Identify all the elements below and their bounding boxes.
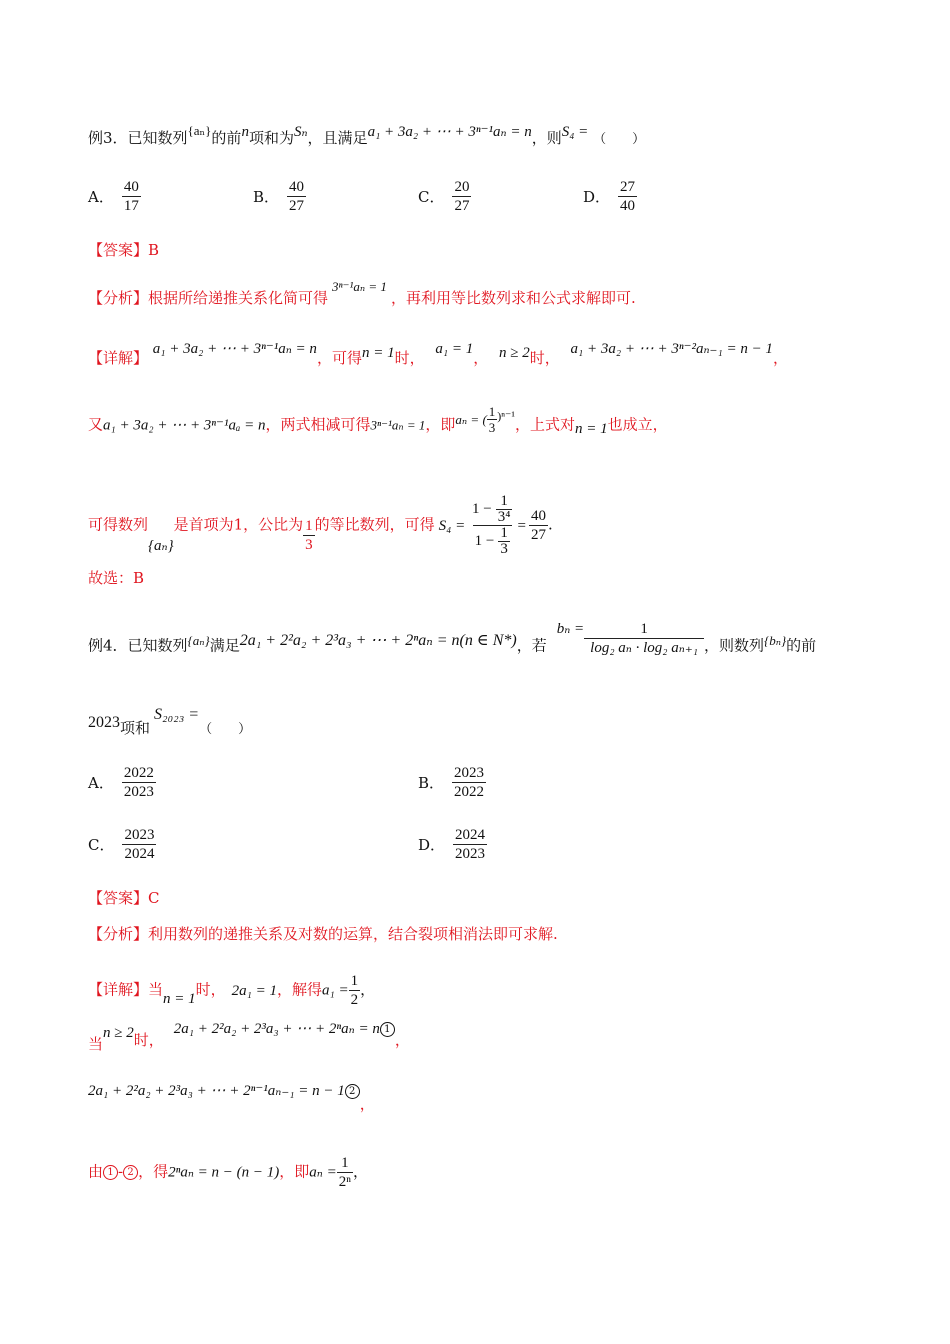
ex4-d3-formula: 2a₁ + 2²a₂ + 2³a₃ + ⋯ + 2ⁿ⁻¹aₙ₋₁ = n − 1 [88,1083,345,1099]
ex3-sum-text: 项和为 [248,129,294,147]
ex4-analysis: 【分析】利用数列的递推关系及对数的运算，结合裂项相消法即可求解. [88,925,558,943]
circled-2: 2 [345,1084,360,1099]
ex3-option-a[interactable]: A． $\frac{40}{17}$ [88,179,139,214]
ex3-cond-text: ，且满足 [307,129,368,147]
ex4-detail-line1: 【详解】当n = 1时， 2a₁ = 1，解得a₁ = $\frac{1}{2}$ ， [88,973,376,1008]
ex3-cond-formula: a₁ + 3a₂ + ⋯ + 3ⁿ⁻¹aₙ = n [367,124,532,140]
ex3-option-d[interactable]: D． $\frac{27}{40}$ [583,179,636,214]
ex4-detail-line2: 当n ≥ 2时，2a₁ + 2²a₂ + 2³a₃ + ⋯ + 2ⁿaₙ = n 1， [88,1021,410,1053]
ex3-d1-formula1: a₁ + 3a₂ + ⋯ + 3ⁿ⁻¹aₙ = n [152,341,317,357]
ex3-front: 的前 [211,129,242,147]
ex3-then: ，则 [531,129,562,147]
ex4-question: 例4．已知数列{aₙ}满足2a₁ + 2²a₂ + 2³a₃ + ⋯ + 2ⁿaₙ = n(n ∈ N*)，若bₙ = $\frac{1}{\text{log₂ aₙ · log₂ aₙ₊₁}}$ ，则数列{bₙ}的前 [88,620,817,656]
ex3-Sn: Sₙ [293,124,308,140]
ex3-detail-line2: 又a₁ + 3a₂ + ⋯ + 3ⁿ⁻¹aₐ = n，两式相减可得3ⁿ⁻¹aₙ = 1，即aₙ = ( $\frac{1}{3}$ $^{)^{n-1}}$，上式对n = 1也成立， [88,404,668,437]
circled-1: 1 [103,1165,118,1180]
ex3-analysis-formula: 3ⁿ⁻¹aₙ = 1 [332,279,387,294]
circled-2: 2 [123,1165,138,1180]
ex3-option-b[interactable]: B． $\frac{40}{27}$ [253,179,305,214]
ex4-prefix: 例4．已知数列 [88,636,188,655]
ex4-option-a[interactable]: A． $\frac{2022}{2023}$ [88,765,154,800]
ex3-seq: {aₙ} [187,123,212,138]
ex3-d2-formula1: a₁ + 3a₂ + ⋯ + 3ⁿ⁻¹aₐ = n [103,417,266,434]
ex3-S4: S₄ = [561,124,589,140]
ex4-option-c[interactable]: C． $\frac{2023}{2024}$ [88,827,155,862]
ex3-prefix: 例3．已知数列 [88,129,188,147]
ex4-detail-line4: 由 1 - 2 ，得2ⁿaₙ = n − (n − 1)，即aₙ = $\frac{1}{\text{2ⁿ}}$ ， [88,1155,368,1190]
ex3-option-c[interactable]: C． $\frac{20}{27}$ [418,179,470,214]
ex3-d1-formula5: a₁ + 3a₂ + ⋯ + 3ⁿ⁻²aₙ₋₁ = n − 1 [570,341,773,357]
ex3-analysis: 【分析】根据所给递推关系化简可得3ⁿ⁻¹aₙ = 1，再利用等比数列求和公式求解即可. [88,279,636,307]
ex4-option-d[interactable]: D． $\frac{2024}{2023}$ [418,827,486,862]
ex3-n: n [241,124,249,140]
ex3-detail-line3: 可得数列{aₙ}是首项为1，公比为 $\frac{1}{3}$ 的等比数列，可得 S₄ = 1 − $\frac{1}{\text{3⁴}}$ 1 − $\frac{1}{3}$ = $\frac{40}{27}$ . [88,493,553,557]
ex4-answer: 【答案】C [88,889,160,907]
ex3-question [88,123,646,150]
ex4-detail-line3: 2a₁ + 2²a₂ + 2³a₃ + ⋯ + 2ⁿ⁻¹aₙ₋₁ = n − 1 2， [88,1083,375,1113]
circled-1: 1 [380,1022,395,1037]
ex3-paren: （ ） [593,132,646,147]
ex3-choose: 故选：B [88,569,145,587]
ex3-detail-line1: 【详解】 a₁ + 3a₂ + ⋯ + 3ⁿ⁻¹aₙ = n，可得n = 1时， a₁ = 1， n ≥ 2时， a₁ + 3a₂ + ⋯ + 3ⁿ⁻²aₙ₋₁ = n − 1， [88,341,788,367]
ex4-option-b[interactable]: B． $\frac{2023}{2022}$ [418,765,485,800]
ex4-cond-formula: 2a₁ + 2²a₂ + 2³a₃ + ⋯ + 2ⁿaₙ = n(n ∈ N*) [239,631,517,649]
ex3-answer: 【答案】B [88,241,160,259]
ex4-question-line2: 2023项和S₂₀₂₃ =（ ） [88,706,252,737]
ex4-d2-formula: 2a₁ + 2²a₂ + 2³a₃ + ⋯ + 2ⁿaₙ = n [173,1021,380,1037]
